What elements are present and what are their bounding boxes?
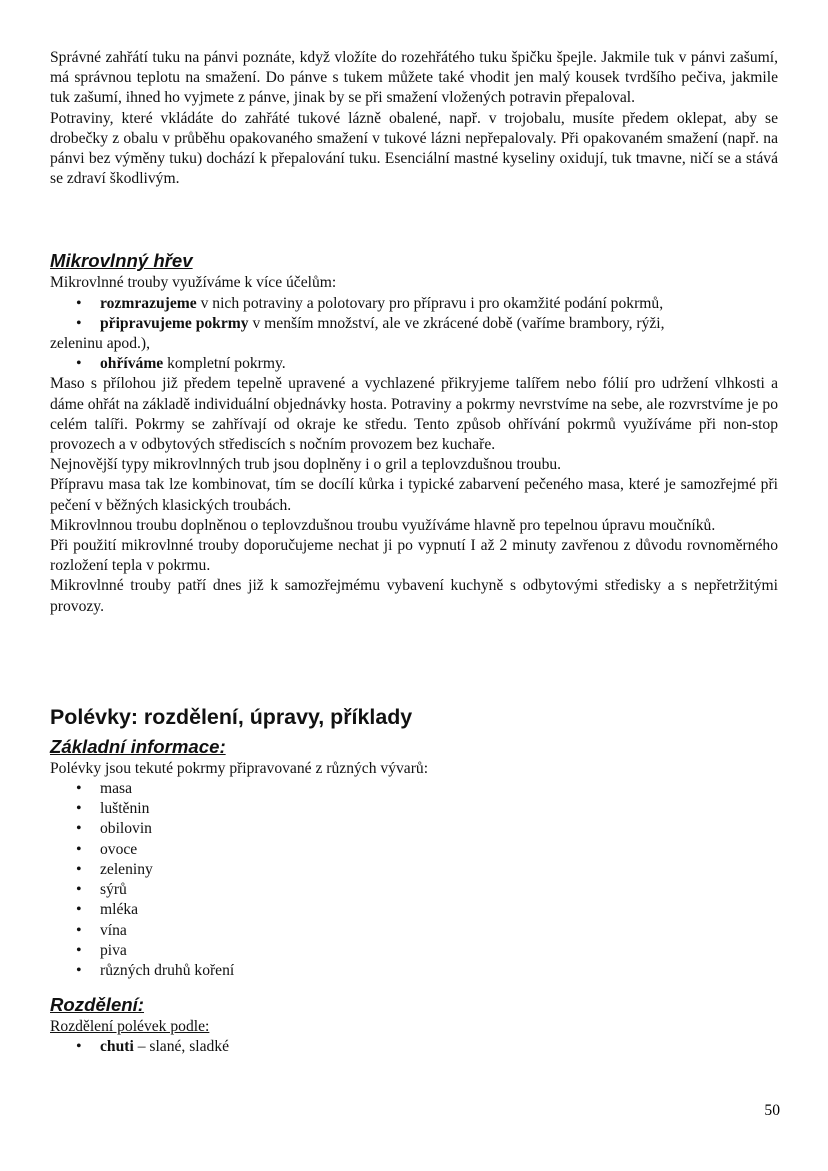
list-item: • zeleniny <box>50 860 778 880</box>
list-item: • vína <box>50 921 778 941</box>
intro-paragraph-2: Potraviny, které vkládáte do zahřáté tukové lázně obalené, např. v trojobalu, musíte předem oklepat, aby se drobečky z obalu v průběhu opakovaného smažení v tukové lázni nepřepalovaly. Při opakovaném smažení (např. na pánvi bez výměny tuku) dochází k přepalování tuku. Esenciální mastné kyseliny oxidují, tuk tmavne, ničí se a stává se zdraví škodlivým. <box>50 109 778 188</box>
list-item: • piva <box>50 941 778 961</box>
microwave-paragraph-1: Maso s přílohou již předem tepelně upravené a vychlazené přikryjeme talířem nebo fólií pro udržení vlhkosti a dáme ohřát na základě individuální objednávky hosta. Potraviny a pokrmy nevrstvíme na sebe, ale rozvrstvíme je po celém talíři. Pokrmy se zahřívají od okraje ke středu. Tento způsob ohřívání pokrmů využíváme při non-stop provozech a v odbytových střediscích s nočním provozem bez kuchaře. <box>50 375 778 454</box>
list-item: • různých druhů koření <box>50 961 778 981</box>
basic-info-intro: Polévky jsou tekuté pokrmy připravované z různých vývarů: <box>50 759 429 777</box>
microwave-uses-list <box>50 294 778 334</box>
list-item: • obilovin <box>50 819 778 839</box>
list-item: • ovoce <box>50 840 778 860</box>
list-item: • ohříváme kompletní pokrmy. <box>50 354 778 374</box>
list-item: • připravujeme pokrmy v menším množství, ale ve zkrácené době (vaříme brambory, rýži, <box>50 314 778 334</box>
division-list <box>50 1037 778 1057</box>
list-item: • chuti – slané, sladké <box>50 1037 778 1057</box>
page-number: 50 <box>764 1102 780 1119</box>
intro-paragraph-1: Správné zahřátí tuku na pánvi poznáte, když vložíte do rozehřátého tuku špičku špejle. Jakmile tuk v pánvi zašumí, má správnou teplotu na smažení. Do pánve s tukem můžete také vhodit jen malý kousek tvrdšího pečiva, jakmile tuk zašumí, ihned ho vyjmete z pánve, jinak by se při smažení vložených potravin přepaloval. <box>50 49 778 107</box>
list-item: • rozmrazujeme v nich potraviny a polotovary pro přípravu i pro okamžité podání pokrmů, <box>50 294 778 314</box>
list-item: • luštěnin <box>50 799 778 819</box>
list-item: • mléka <box>50 900 778 920</box>
basic-info-heading: Základní informace: <box>50 735 226 757</box>
microwave-paragraph-3: Přípravu masa tak lze kombinovat, tím se docílí kůrka i typické zabarvení pečeného masa, které je samozřejmé při pečení v běžných klasických troubách. <box>50 476 778 514</box>
microwave-heading: Mikrovlnný hřev <box>50 250 193 272</box>
soup-base-list <box>50 779 778 981</box>
document-page <box>50 48 778 1058</box>
microwave-paragraph-5: Při použití mikrovlnné trouby doporučujeme nechat ji po vypnutí I až 2 minuty zavřenou z důvodu rovnoměrného rozložení tepla v pokrmu. <box>50 537 778 575</box>
list-item: • sýrů <box>50 880 778 900</box>
microwave-paragraph-6: Mikrovlnné trouby patří dnes již k samozřejmému vybavení kuchyně s odbytovými středisky a s nepřetržitými provozy. <box>50 577 778 615</box>
soups-title: Polévky: rozdělení, úpravy, příklady <box>50 704 413 729</box>
division-intro: Rozdělení polévek podle: <box>50 1018 210 1036</box>
microwave-intro: Mikrovlnné trouby využíváme k více účelům: <box>50 274 337 292</box>
division-heading: Rozdělení: <box>50 994 145 1016</box>
list-item: • masa <box>50 779 778 799</box>
microwave-paragraph-2: Nejnovější typy mikrovlnných trub jsou doplněny i o gril a teplovzdušnou troubu. <box>50 456 562 474</box>
list-continuation: zeleninu apod.), <box>50 335 151 353</box>
microwave-paragraph-4: Mikrovlnnou troubu doplněnou o teplovzdušnou troubu využíváme hlavně pro tepelnou úpravu moučníků. <box>50 516 716 534</box>
